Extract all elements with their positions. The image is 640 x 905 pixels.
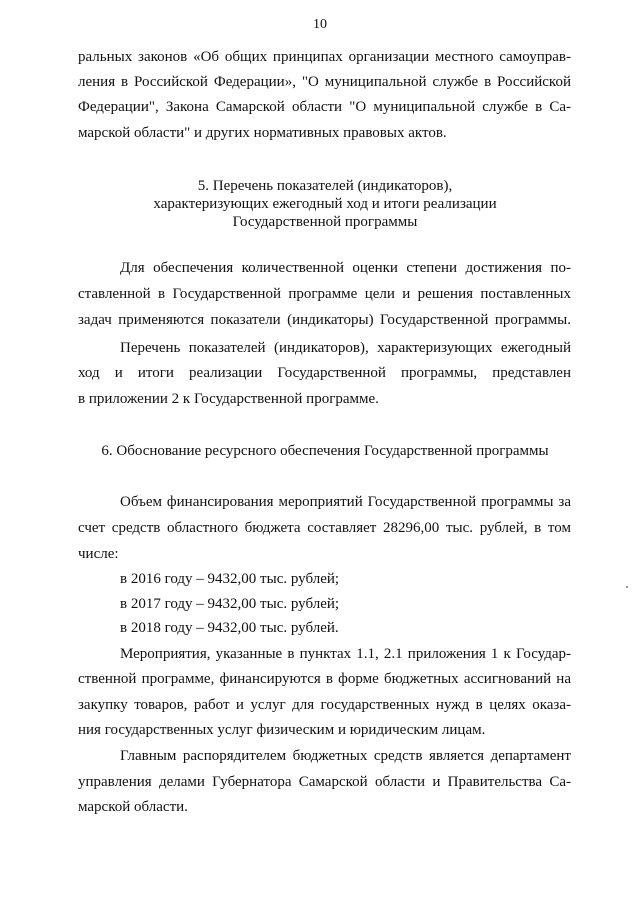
text-line: числе: xyxy=(78,546,119,562)
text-line: Для обеспечения количественной оценки степени достижения по- xyxy=(120,260,571,276)
section-heading: характеризующих ежегодный ход и итоги реализации xyxy=(153,196,497,212)
text-line: управления делами Губернатора Самарской области и Правительства Са- xyxy=(78,774,571,790)
section-heading: 6. Обоснование ресурсного обеспечения Государственной программы xyxy=(101,443,549,459)
text-line: ральных законов «Об общих принципах организации местного самоуправ- xyxy=(78,49,571,65)
text-line: закупку товаров, работ и услуг для государственных нужд в целях оказа- xyxy=(78,697,571,713)
text-line: ставленной в Государственной программе цели и решения поставленных xyxy=(78,286,571,302)
text-line: марской области. xyxy=(78,799,188,815)
text-line: задач применяются показатели (индикаторы) Государственной программы. xyxy=(78,312,571,328)
text-line: Мероприятия, указанные в пунктах 1.1, 2.1 приложения 1 к Государ- xyxy=(120,646,571,662)
page-number: 10 xyxy=(313,17,327,32)
text-line: Объем финансирования мероприятий Государственной программы за xyxy=(120,494,571,510)
text-line: счет средств областного бюджета составляет 28296,00 тыс. рублей, в том xyxy=(78,520,571,536)
text-line: ственной программе, финансируются в форме бюджетных ассигнований на xyxy=(78,671,571,687)
text-line: ния государственных услуг физическим и юридическим лицам. xyxy=(78,722,486,738)
funding-list-item: в 2017 году – 9432,00 тыс. рублей; xyxy=(120,596,340,612)
text-line: марской области" и других нормативных правовых актов. xyxy=(78,125,447,141)
section-heading: 5. Перечень показателей (индикаторов), xyxy=(197,178,453,194)
text-line: ход и итоги реализации Государственной программы, представлен xyxy=(78,365,571,381)
section-heading: Государственной программы xyxy=(232,214,418,230)
text-line: ления в Российской Федерации», "О муниципальной службе в Российской xyxy=(78,74,571,90)
text-line: Главным распорядителем бюджетных средств является департамент xyxy=(120,748,571,764)
text-line: Федерации", Закона Самарской области "О муниципальной службе в Са- xyxy=(78,99,571,115)
funding-list-item: в 2018 году – 9432,00 тыс. рублей. xyxy=(120,620,339,636)
scan-speck xyxy=(626,586,628,588)
text-line: Перечень показателей (индикаторов), характеризующих ежегодный xyxy=(120,340,571,356)
text-line: в приложении 2 к Государственной программе. xyxy=(78,391,379,407)
funding-list-item: в 2016 году – 9432,00 тыс. рублей; xyxy=(120,571,340,587)
